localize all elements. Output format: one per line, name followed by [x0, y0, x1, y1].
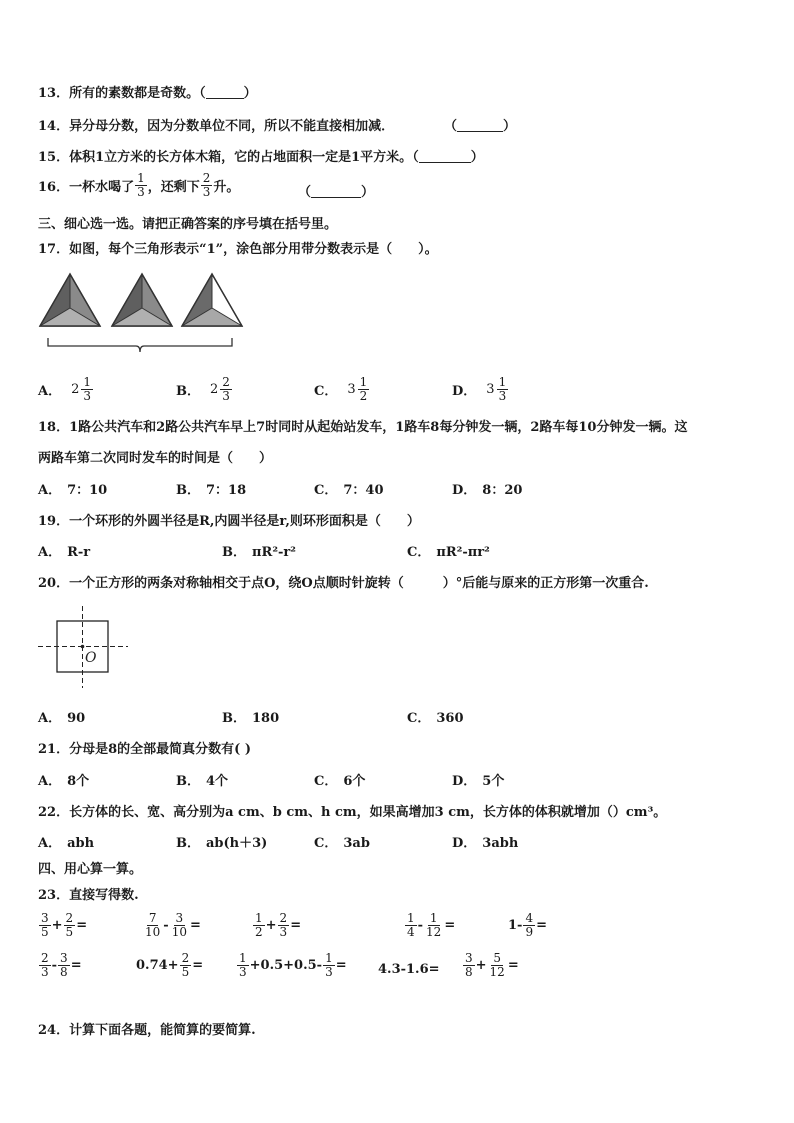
center-point — [81, 645, 85, 649]
q18-option-d[interactable]: D． 8：20 — [452, 483, 523, 498]
q18-option-b[interactable]: B． 7：18 — [176, 483, 247, 498]
q17-option-b[interactable]: B． 2 $\frac{2}{3}$ — [176, 376, 233, 403]
fraction: $\frac{2}{3}$ — [202, 171, 211, 199]
question-16-answer: （ ） — [298, 185, 375, 200]
calc-2-3: $\frac{1}{3}$ +0.5+0.5- $\frac{1}{3}$ = — [239, 951, 347, 979]
q21-option-c[interactable]: C． 6个 — [314, 774, 366, 789]
question-24: 24．计算下面各题，能简算的要简算. — [38, 1023, 256, 1038]
mixed-number: 2 $\frac{2}{3}$ — [210, 375, 230, 403]
answer-blank[interactable] — [206, 86, 244, 99]
calc-1-1: $\frac{3}{5}$ + $\frac{2}{5}$ = — [41, 911, 88, 939]
q17-option-a[interactable]: A． 2 $\frac{1}{3}$ — [38, 376, 94, 403]
q19-option-a[interactable]: A． R-r — [38, 545, 91, 560]
q17-option-c[interactable]: C． 3 $\frac{1}{2}$ — [314, 376, 370, 403]
question-20: 20．一个正方形的两条对称轴相交于点O，绕O点顺时针旋转（ ）°后能与原来的正方形第一次重合. — [38, 576, 649, 591]
q22-option-a[interactable]: A． abh — [38, 836, 95, 851]
calc-2-1: $\frac{2}{3}$ - $\frac{3}{8}$ = — [41, 951, 82, 979]
section-3-heading: 三、细心选一选。请把正确答案的序号填在括号里。 — [38, 217, 338, 232]
q22-option-b[interactable]: B． ab(h＋3) — [176, 836, 268, 851]
calc-1-2: $\frac{7}{10}$ - $\frac{3}{10}$ = — [145, 911, 201, 939]
section-4-heading: 四、用心算一算。 — [38, 862, 143, 877]
question-16: 16． 一杯水喝了 $\frac{1}{3}$ ，还剩下 $\frac{2}{3}$ 升。 — [38, 171, 240, 199]
q21-option-b[interactable]: B． 4个 — [176, 774, 229, 789]
answer-blank[interactable] — [457, 119, 503, 132]
q17-option-d[interactable]: D． 3 $\frac{1}{3}$ — [452, 376, 509, 403]
question-19: 19．一个环形的外圆半径是R,内圆半径是r,则环形面积是（ ） — [38, 514, 420, 529]
fraction: $\frac{1}{3}$ — [137, 171, 145, 199]
mixed-number: 3 $\frac{1}{3}$ — [486, 375, 507, 403]
q21-option-d[interactable]: D． 5个 — [452, 774, 505, 789]
triangle-1 — [40, 274, 100, 326]
triangle-2 — [112, 274, 172, 326]
question-14: 14．异分母分数，因为分数单位不同，所以不能直接相加减． — [38, 119, 395, 134]
q20-option-a[interactable]: A． 90 — [38, 711, 86, 726]
calc-1-5: 1- $\frac{4}{9}$ = — [508, 911, 547, 939]
question-18: 18．1路公共汽车和2路公共汽车早上7时同时从起始站发车，1路车8每分钟发一辆，2路车每10分钟发一辆。这 — [38, 420, 688, 435]
q22-option-c[interactable]: C． 3ab — [314, 836, 370, 851]
q19-option-b[interactable]: B． πR²-r² — [222, 545, 296, 560]
question-15: 15．体积1立方米的长方体木箱，它的占地面积一定是1平方米。（ ） — [38, 150, 484, 165]
question-21: 21．分母是8的全部最简真分数有( ) — [38, 742, 251, 757]
point-o-label: O — [85, 650, 97, 666]
q19-option-c[interactable]: C． πR²-πr² — [407, 545, 490, 560]
calc-2-5: $\frac{3}{8}$ + $\frac{5}{12}$ = — [465, 951, 519, 979]
q22-option-d[interactable]: D． 3abh — [452, 836, 519, 851]
q20-option-b[interactable]: B． 180 — [222, 711, 280, 726]
mixed-number: 3 $\frac{1}{2}$ — [347, 375, 368, 403]
square-figure — [36, 604, 132, 690]
calc-2-4: 4.3-1.6= — [378, 962, 440, 977]
triangles-figure — [36, 268, 246, 360]
mixed-number: 2 $\frac{1}{3}$ — [71, 375, 92, 403]
calc-1-4: $\frac{1}{4}$ - $\frac{1}{12}$ = — [407, 911, 456, 939]
q18-option-a[interactable]: A． 7：10 — [38, 483, 108, 498]
question-18-line-2: 两路车第二次同时发车的时间是（ ） — [38, 451, 273, 466]
q20-option-c[interactable]: C． 360 — [407, 711, 464, 726]
question-13: 13．所有的素数都是奇数。（ ） — [38, 86, 257, 101]
brace — [48, 338, 232, 352]
question-23: 23．直接写得数. — [38, 888, 139, 903]
answer-blank[interactable] — [311, 185, 361, 198]
q21-option-a[interactable]: A． 8个 — [38, 774, 90, 789]
question-22: 22．长方体的长、宽、高分别为a cm、b cm、h cm，如果高增加3 cm，长方体的体积就增加（）cm³。 — [38, 805, 667, 820]
calc-1-3: $\frac{1}{2}$ + $\frac{2}{3}$ = — [255, 911, 302, 939]
answer-blank[interactable] — [419, 150, 471, 163]
question-17: 17．如图，每个三角形表示“1”，涂色部分用带分数表示是（ ）。 — [38, 242, 438, 257]
calc-2-2: 0.74+ $\frac{2}{5}$ = — [136, 951, 204, 979]
q18-option-c[interactable]: C． 7：40 — [314, 483, 384, 498]
question-14-answer: （ ） — [444, 119, 517, 134]
triangle-3 — [182, 274, 242, 326]
